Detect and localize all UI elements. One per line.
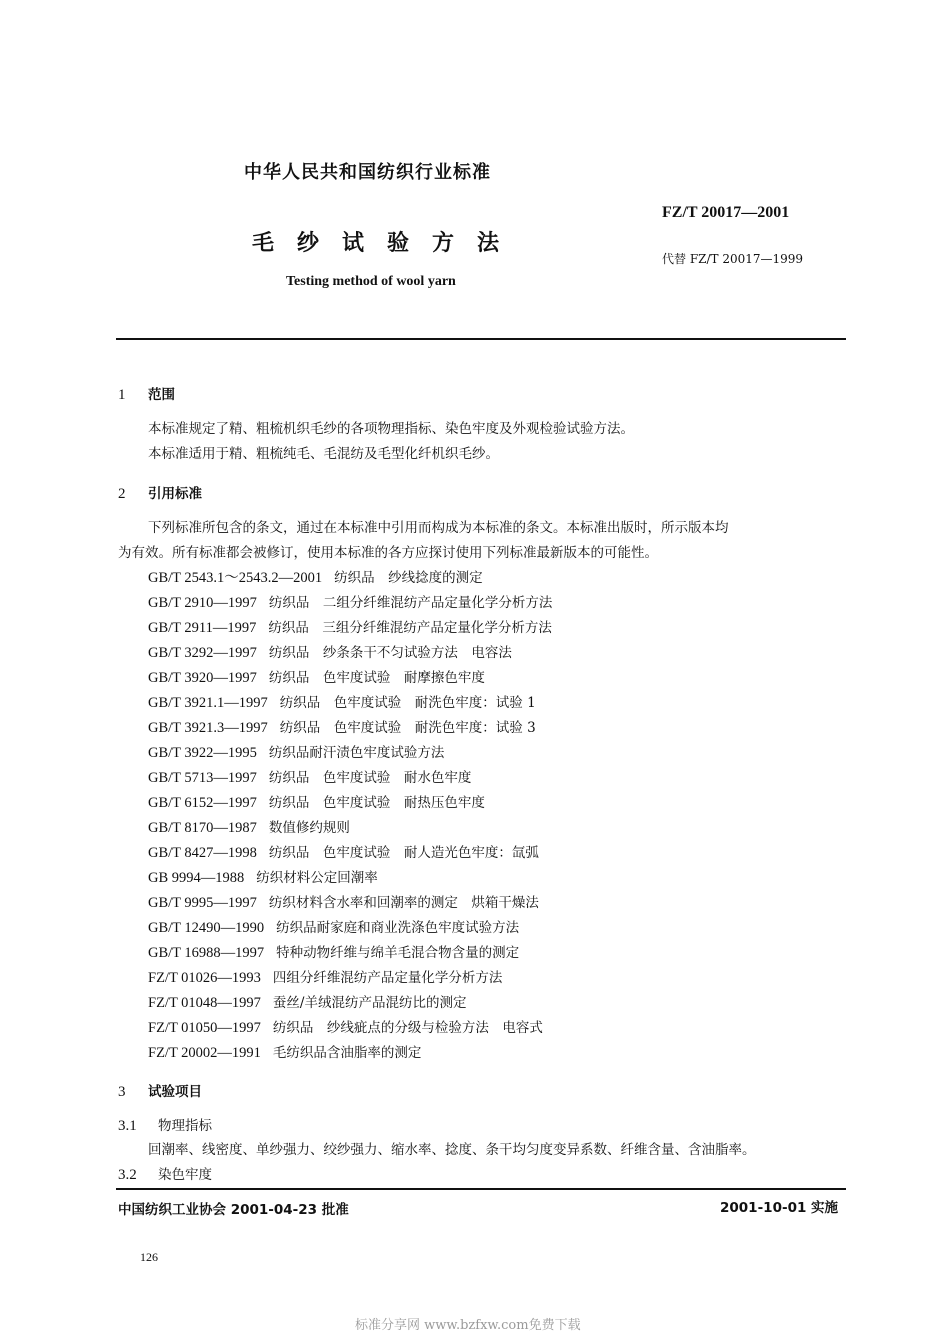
reference-code: GB/T 2543.1～2543.2—2001 xyxy=(148,570,323,586)
reference-code: GB/T 8170—1987 xyxy=(148,820,257,836)
reference-title: 数值修约规则 xyxy=(268,820,350,836)
section-number: 1 xyxy=(118,387,126,403)
section-3-2-heading xyxy=(118,1163,212,1184)
reference-item xyxy=(148,991,466,1012)
implementation-date: 2001-10-01 实施 xyxy=(720,1200,839,1216)
reference-code: GB/T 12490—1990 xyxy=(148,920,265,936)
reference-title: 纺织品 色牢度试验 耐人造光色牢度：氙弧 xyxy=(268,845,539,861)
reference-item xyxy=(148,741,444,762)
section-title: 试验项目 xyxy=(148,1084,202,1100)
reference-code: GB/T 9995—1997 xyxy=(148,895,257,911)
reference-item xyxy=(148,841,539,862)
reference-title: 纺织品 色牢度试验 耐洗色牢度：试验 1 xyxy=(279,695,536,711)
reference-title: 纺织品 色牢度试验 耐热压色牢度 xyxy=(268,795,485,811)
approval-date: 中国纺织工业协会 2001-04-23 批准 xyxy=(118,1202,349,1218)
replaces-standard: 代替 FZ/T 20017—1999 xyxy=(662,252,804,266)
reference-item xyxy=(148,916,519,937)
reference-code: GB/T 6152—1997 xyxy=(148,795,257,811)
reference-code: GB/T 3922—1995 xyxy=(148,745,257,761)
reference-title: 纺织材料含水率和回潮率的测定 烘箱干燥法 xyxy=(268,895,539,911)
reference-code: FZ/T 01050—1997 xyxy=(148,1020,261,1036)
reference-code: GB/T 8427—1998 xyxy=(148,845,257,861)
subsection-title: 染色牢度 xyxy=(158,1167,212,1183)
footer-divider xyxy=(116,1188,846,1190)
reference-title: 蚕丝/羊绒混纺产品混纺比的测定 xyxy=(272,995,467,1011)
reference-code: GB/T 2910—1997 xyxy=(148,595,257,611)
reference-title: 纺织材料公定回潮率 xyxy=(256,870,378,886)
section-2-heading xyxy=(118,482,202,503)
reference-item xyxy=(148,891,539,912)
subsection-number: 3.1 xyxy=(118,1118,137,1134)
reference-code: GB 9994—1988 xyxy=(148,870,245,886)
header-divider xyxy=(116,338,846,340)
reference-item xyxy=(148,866,378,887)
reference-item xyxy=(148,966,502,987)
reference-title: 纺织品 纱线疵点的分级与检验方法 电容式 xyxy=(272,1020,543,1036)
reference-item xyxy=(148,591,552,612)
reference-code: GB/T 3921.1—1997 xyxy=(148,695,268,711)
reference-item xyxy=(148,816,350,837)
reference-item xyxy=(148,941,519,962)
section-3-1-heading xyxy=(118,1114,212,1135)
reference-code: FZ/T 01026—1993 xyxy=(148,970,261,986)
reference-code: GB/T 3920—1997 xyxy=(148,670,257,686)
reference-title: 毛纺织品含油脂率的测定 xyxy=(272,1045,422,1061)
reference-code: GB/T 3292—1997 xyxy=(148,645,257,661)
reference-item xyxy=(148,691,536,712)
section-1-paragraph-2: 本标准适用于精、粗梳纯毛、毛混纺及毛型化纤机织毛纱。 xyxy=(148,446,499,462)
page-number: 126 xyxy=(140,1250,158,1264)
reference-title: 纺织品 纱线捻度的测定 xyxy=(334,570,483,586)
reference-code: GB/T 2911—1997 xyxy=(148,620,257,636)
subsection-title: 物理指标 xyxy=(158,1118,212,1134)
reference-title: 四组分纤维混纺产品定量化学分析方法 xyxy=(272,970,503,986)
reference-title: 纺织品耐汗渍色牢度试验方法 xyxy=(268,745,445,761)
reference-code: FZ/T 20002—1991 xyxy=(148,1045,261,1061)
reference-item xyxy=(148,1041,421,1062)
section-number: 3 xyxy=(118,1084,126,1100)
section-number: 2 xyxy=(118,486,126,502)
reference-item xyxy=(148,766,471,787)
section-3-1-text: 回潮率、线密度、单纱强力、绞纱强力、缩水率、捻度、条干均匀度变异系数、纤维含量、含油脂率。 xyxy=(148,1142,756,1158)
reference-code: GB/T 16988—1997 xyxy=(148,945,265,961)
reference-title: 纺织品 三组分纤维混纺产品定量化学分析方法 xyxy=(268,620,552,636)
reference-item xyxy=(148,791,485,812)
section-1-heading xyxy=(118,383,175,404)
reference-item xyxy=(148,1016,543,1037)
reference-item xyxy=(148,716,536,737)
document-title-en: Testing method of wool yarn xyxy=(286,274,456,289)
reference-title: 纺织品 色牢度试验 耐水色牢度 xyxy=(268,770,472,786)
reference-code: GB/T 5713—1997 xyxy=(148,770,257,786)
section-2-intro-line-1: 下列标准所包含的条文，通过在本标准中引用而构成为本标准的条文。本标准出版时，所示版本均 xyxy=(148,520,729,536)
reference-title: 特种动物纤维与绵羊毛混合物含量的测定 xyxy=(276,945,520,961)
reference-title: 纺织品 色牢度试验 耐摩擦色牢度 xyxy=(268,670,485,686)
reference-code: FZ/T 01048—1997 xyxy=(148,995,261,1011)
issuing-organization: 中华人民共和国纺织行业标准 xyxy=(244,162,491,183)
subsection-number: 3.2 xyxy=(118,1167,137,1183)
reference-title: 纺织品 二组分纤维混纺产品定量化学分析方法 xyxy=(268,595,553,611)
reference-title: 纺织品 色牢度试验 耐洗色牢度：试验 3 xyxy=(279,720,536,736)
reference-title: 纺织品耐家庭和商业洗涤色牢度试验方法 xyxy=(276,920,520,936)
section-2-intro-line-2: 为有效。所有标准都会被修订，使用本标准的各方应探讨使用下列标准最新版本的可能性。 xyxy=(118,545,658,561)
watermark-text: 标准分享网 www.bzfxw.com免费下载 xyxy=(355,1318,581,1333)
section-title: 范围 xyxy=(148,387,175,403)
section-1-paragraph-1: 本标准规定了精、粗梳机织毛纱的各项物理指标、染色牢度及外观检验试验方法。 xyxy=(148,421,634,437)
reference-item xyxy=(148,641,512,662)
reference-item xyxy=(148,666,485,687)
section-title: 引用标准 xyxy=(148,486,202,502)
document-title-cn: 毛纱试验方法 xyxy=(252,231,523,256)
reference-title: 纺织品 纱条条干不匀试验方法 电容法 xyxy=(268,645,512,661)
reference-code: GB/T 3921.3—1997 xyxy=(148,720,268,736)
reference-item xyxy=(148,616,552,637)
section-3-heading xyxy=(118,1080,202,1101)
reference-item xyxy=(148,566,483,587)
standard-code: FZ/T 20017—2001 xyxy=(662,204,790,221)
